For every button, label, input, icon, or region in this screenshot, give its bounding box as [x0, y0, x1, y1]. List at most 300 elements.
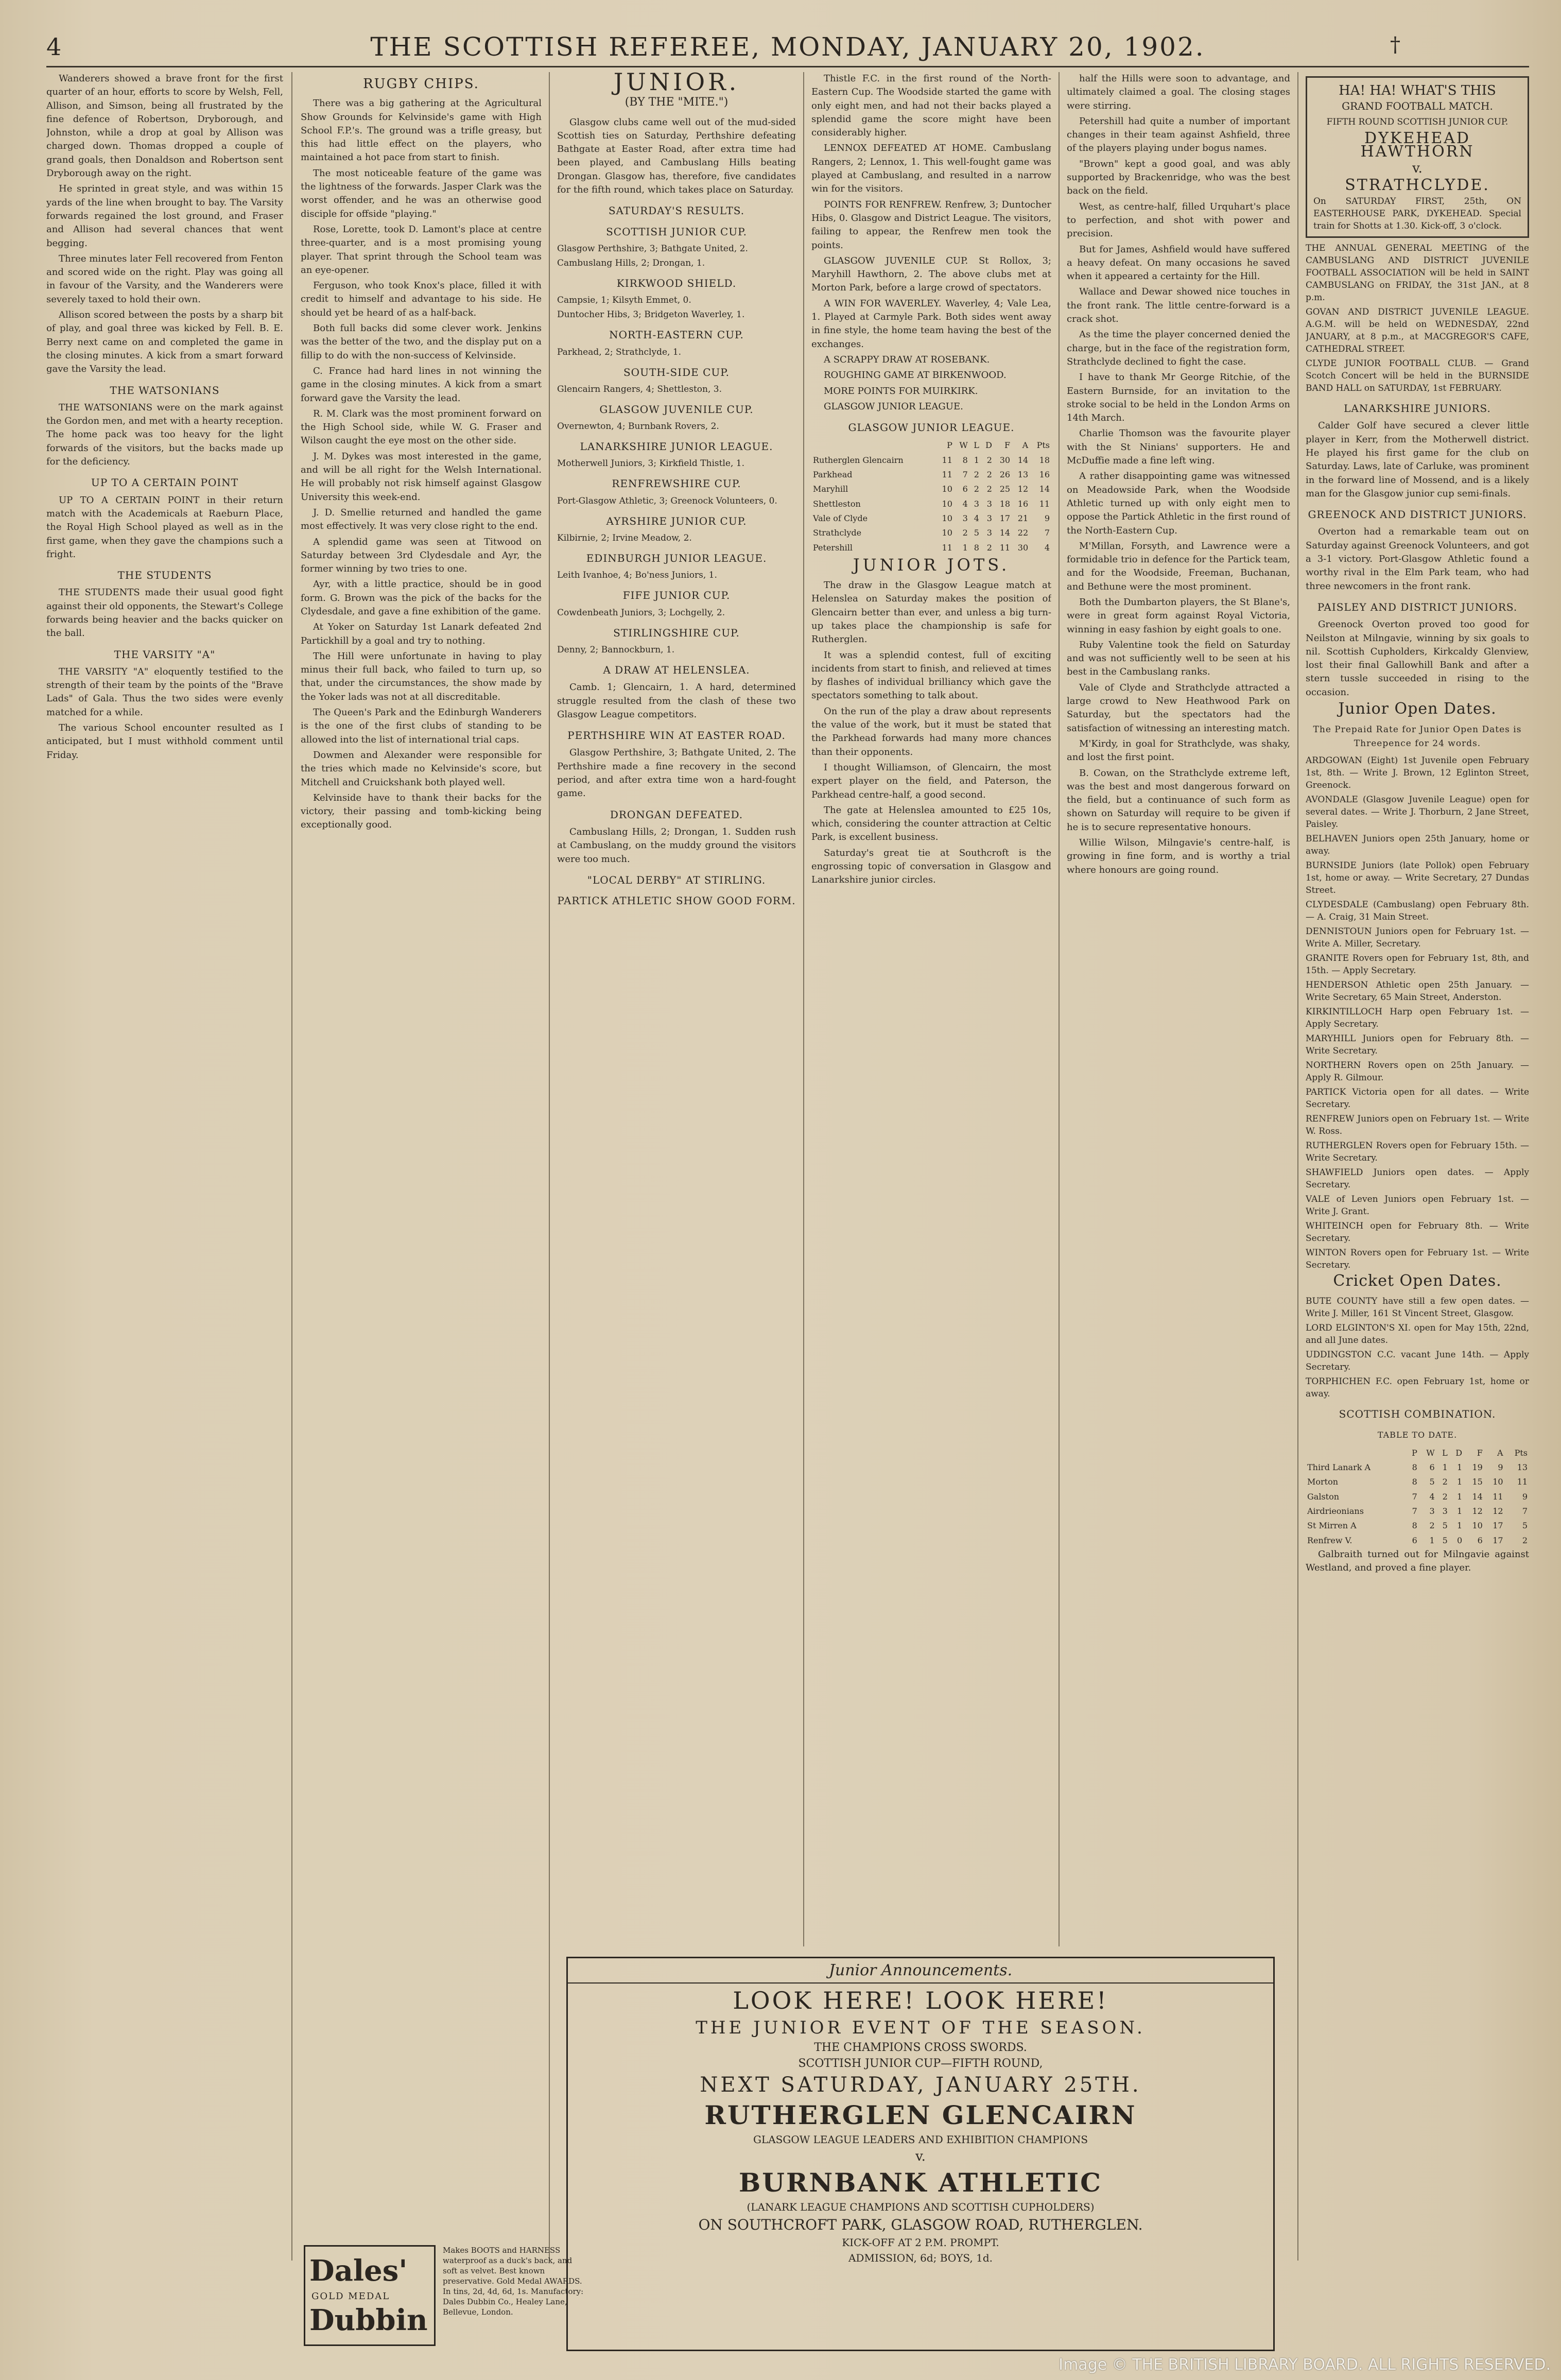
intro-paragraph: Glasgow clubs came well out of the mud-sided Scottish ties on Saturday, Perthshire defeating Bathgate at Easter Road, after extra time had been played, and Cambuslang Hills beating Drongan. Glasgow has, therefore, five candidates for the fifth round, which takes place on Saturday.: [557, 116, 796, 196]
draw-heading: A DRAW AT HELENSLEA.: [603, 663, 750, 676]
competition-heading: RENFREWSHIRE CUP.: [612, 477, 741, 490]
table-value: 8: [1412, 1462, 1417, 1473]
article-paragraph: As the time the player concerned denied the charge, but in the face of the registration form, Strathclyde declined to fight the case.: [1067, 329, 1290, 367]
article-paragraph: He sprinted in great style, and was within 15 yards of the line when brought to bay. The Varsity forwards regained the lost ground, and Fraser and Allison had several chances that went begging.: [46, 183, 283, 249]
article-paragraph: Ayr, with a little practice, should be in good form. G. Brown was the pick of the backs for the Clydesdale, and gave a fine exhibition of the game.: [301, 579, 542, 617]
article-paragraph: J. M. Dykes was most interested in the game, and will be all right for the Welsh International. He will probably not risk himself against Glasgow University this week-end.: [301, 451, 542, 503]
dubbin-advertisement: [304, 2245, 592, 2353]
article-paragraph: THE STUDENTS made their usual good fight against their old opponents, the Stewart's College forwards being heavier and the backs quicker on the ball.: [46, 587, 283, 639]
table-value: 9: [1522, 1491, 1528, 1502]
club-name: Rutherglen Glencairn: [813, 455, 904, 465]
section-heading: RUGBY CHIPS.: [363, 76, 479, 92]
table-value: 10: [942, 484, 952, 494]
table-value: 1: [962, 542, 968, 553]
column-divider: [1059, 72, 1060, 1946]
copyright-footer: Image © THE BRITISH LIBRARY BOARD. ALL RIGHTS RESERVED.: [1059, 2356, 1551, 2374]
table-value: 12: [1472, 1506, 1483, 1516]
table-value: 6: [1477, 1535, 1483, 1545]
article-paragraph: M'Kirdy, in goal for Strathclyde, was shaky, and lost the first point.: [1067, 738, 1290, 763]
table-value: 10: [1472, 1521, 1483, 1531]
result-line: Kilbirnie, 2; Irvine Meadow, 2.: [557, 533, 692, 544]
table-value: 10: [942, 528, 952, 538]
table-value: 2: [1442, 1477, 1448, 1487]
table-value: 13: [1017, 470, 1029, 480]
table-value: 1: [1442, 1462, 1448, 1473]
dubbin-product: Dubbin: [309, 2303, 428, 2337]
dubbin-brand: Dales': [309, 2254, 408, 2288]
jotting-paragraph: I thought Williamson, of Glencairn, the most expert player on the field, and Paterson, the Parkhead centre-half, a good second.: [811, 762, 1051, 800]
table-value: 4: [1044, 542, 1050, 553]
table-value: 2: [974, 470, 979, 480]
cup-line: SCOTTISH JUNIOR CUP—FIFTH ROUND,: [798, 2057, 1043, 2070]
result-line: Glencairn Rangers, 4; Shettleston, 3.: [557, 384, 722, 394]
result-line: Port-Glasgow Athletic, 3; Greenock Volunteers, 0.: [557, 495, 777, 506]
combination-sub: TABLE TO DATE.: [1377, 1429, 1458, 1440]
table-value: 11: [1517, 1477, 1528, 1487]
table-value: 7: [1412, 1506, 1417, 1516]
match-report: A WIN FOR WAVERLEY. Waverley, 4; Vale Lea, 1. Played at Carmyle Park. Both sides went away in fine style, the home team having the best of the exchanges.: [811, 298, 1051, 350]
table-value: 3: [1442, 1506, 1448, 1516]
notice: THE ANNUAL GENERAL MEETING of the CAMBUSLANG AND DISTRICT JUVENILE FOOTBALL ASSOCIATION will be held in SAINT CAMBUSLANG on FRIDAY, the 31st JAN., at 8 p.m.: [1306, 243, 1529, 303]
table-row: [811, 511, 1051, 526]
article-paragraph: I have to thank Mr George Ritchie, of the Eastern Burnside, for an invitation to the stroke social to be held in the London Arms on 14th March.: [1067, 372, 1290, 424]
article-column-rugby-report: [46, 72, 283, 2348]
combination-title: SCOTTISH COMBINATION.: [1339, 1408, 1496, 1421]
jotting-paragraph: Saturday's great tie at Southcroft is the engrossing topic of conversation in Glasgow and Lanarkshire junior circles.: [811, 847, 1051, 886]
table-header-cell: [811, 438, 936, 453]
open-date-entry: KIRKINTILLOCH Harp open February 1st. — Apply Secretary.: [1306, 1006, 1529, 1029]
table-value: 1: [1456, 1477, 1463, 1487]
competition-heading: AYRSHIRE JUNIOR CUP.: [606, 514, 747, 527]
table-value: 7: [1412, 1491, 1417, 1502]
article-paragraph: Kelvinside have to thank their backs for the victory, their passing and tomb-kicking being exceptionally good.: [301, 792, 542, 831]
article-paragraph: But for James, Ashfield would have suffered a heavy defeat. On many occasions he saved when it appeared a certainty for the Hill.: [1067, 244, 1290, 282]
table-row: [811, 453, 1051, 468]
open-date-entry: ARDGOWAN (Eight) 1st Juvenile open February 1st, 8th. — Write J. Brown, 12 Eglinton Street, Greenock.: [1306, 755, 1529, 790]
notices-column: [1306, 72, 1529, 2348]
table-row: [1306, 1460, 1529, 1475]
table-value: 2: [962, 528, 968, 538]
sub-heading: THE WATSONIANS: [110, 384, 220, 396]
table-header-cell: D: [1455, 1447, 1463, 1458]
table-header-cell: L: [1442, 1447, 1448, 1458]
table-header-cell: P: [1412, 1447, 1417, 1458]
venue-line: ON SOUTHCROFT PARK, GLASGOW ROAD, RUTHERGLEN.: [698, 2216, 1143, 2233]
table-value: 10: [1493, 1477, 1503, 1487]
table-value: 18: [1039, 455, 1050, 465]
table-value: 3: [1429, 1506, 1435, 1516]
table-value: 7: [1044, 528, 1050, 538]
table-value: 1: [1456, 1521, 1463, 1531]
club-name: Strathclyde: [813, 528, 862, 538]
competition-heading: NORTH-EASTERN CUP.: [609, 329, 744, 341]
table-value: 4: [974, 513, 979, 523]
table-value: 16: [1039, 470, 1050, 480]
table-value: 4: [1429, 1491, 1435, 1502]
article-paragraph: The Hill were unfortunate in having to play minus their full back, who failed to turn up, so that, under the circumstances, the show made by the Yoker lads was not at all discreditable.: [301, 650, 542, 702]
article-column-rugby-chips: [301, 72, 542, 2230]
jotting-paragraph: It was a splendid contest, full of exciting incidents from start to finish, and relieved at times by flashes of individual brilliancy which gave the spectators something to talk about.: [811, 649, 1051, 701]
article-paragraph: half the Hills were soon to advantage, and ultimately claimed a goal. The closing stages were stirring.: [1067, 73, 1290, 111]
article-paragraph: The most noticeable feature of the game was the lightness of the forwards. Jasper Clark was the worst offender, and he was an otherwise good disciple for offside "playing.": [301, 167, 542, 219]
article-paragraph: A rather disappointing game was witnessed on Meadowside Park, when the Woodside Athletic turned up with only eight men to oppose the Partick Athletic in the first round of the North-Eastern Cup.: [1067, 471, 1290, 536]
district-heading: GREENOCK AND DISTRICT JUNIORS.: [1308, 508, 1527, 521]
table-value: 14: [1017, 455, 1029, 465]
result-line: Denny, 2; Bannockburn, 1.: [557, 644, 675, 655]
article-paragraph: THE WATSONIANS were on the mark against the Gordon men, and met with a hearty reception. The home pack was too heavy for the light forwards of the visitors, but the backs made up for the deficiency.: [46, 402, 283, 468]
article-paragraph: There was a big gathering at the Agricultural Show Grounds for Kelvinside's game with High School F.P.'s. The ground was a trifle greasy, but this had little effect on the players, who maintained a hot pace from start to finish.: [301, 98, 542, 163]
club-name: Maryhill: [813, 484, 848, 494]
article-paragraph: The various School encounter resulted as I anticipated, but I must withhold comment until Friday.: [46, 722, 283, 761]
table-value: 30: [999, 455, 1011, 465]
article-paragraph: At Yoker on Saturday 1st Lanark defeated 2nd Partickhill by a goal and try to nothing.: [301, 622, 542, 646]
jotting-paragraph: The gate at Helenslea amounted to £25 10s, which, considering the counter attraction at Celtic Park, is excellent business.: [811, 804, 1051, 843]
article-paragraph: The Queen's Park and the Edinburgh Wanderers is the one of the first clubs of standing to be allowed into the list of international trial caps.: [301, 707, 542, 745]
competition-heading: EDINBURGH JUNIOR LEAGUE.: [586, 552, 767, 565]
page-title: THE SCOTTISH REFEREE, MONDAY, JANUARY 20, 1902.: [370, 32, 1205, 62]
district-heading: LANARKSHIRE JUNIORS.: [1344, 402, 1491, 415]
match-report: Glasgow Perthshire, 3; Bathgate United, 2. The Perthshire made a fine recovery in the second period, and after extra time won a hard-fought game.: [557, 747, 796, 799]
cricket-entry: LORD ELGINTON'S XI. open for May 15th, 22nd, and all June dates.: [1306, 1323, 1529, 1346]
cricket-entry: BUTE COUNTY have still a few open dates. — Write J. Miller, 161 St Vincent Street, Glasgow.: [1306, 1296, 1529, 1319]
table-value: 5: [1522, 1521, 1528, 1531]
closing-note: Galbraith turned out for Milngavie against Westland, and proved a fine player.: [1306, 1548, 1529, 1574]
announcements-header: Junior Announcements.: [568, 1961, 1273, 1984]
table-value: 2: [974, 484, 979, 494]
results-heading: SATURDAY'S RESULTS.: [608, 204, 745, 217]
competition-heading: SCOTTISH JUNIOR CUP.: [606, 225, 747, 238]
cricket-entry: TORPHICHEN F.C. open February 1st, home or away.: [1306, 1376, 1529, 1400]
table-value: 1: [974, 455, 979, 465]
masthead-mark: †: [1390, 33, 1400, 57]
table-row: [1306, 1533, 1529, 1548]
table-row: [811, 468, 1051, 482]
table-header-cell: P: [947, 440, 952, 451]
junior-announcements: [566, 1957, 1275, 2351]
article-paragraph: THE VARSITY "A" eloquently testified to the strength of their team by the points of the "Brave Lads" of Gala. Thus the two sides were evenly matched for a while.: [46, 666, 283, 718]
article-paragraph: C. France had hard lines in not winning the game in the closing minutes. A kick from a smart forward gave the Varsity the lead.: [301, 365, 542, 404]
article-paragraph: Three minutes later Fell recovered from Fenton and scored wide on the right. Play was going all in favour of the Varsity, and the Wanderers were severely taxed to hold their own.: [46, 253, 283, 305]
article-paragraph: Allison scored between the posts by a sharp bit of play, and goal three was kicked by Fell. B. E. Berry next came on and completed the game in the closing minutes. A kick from a smart forward gave the Varsity the lead.: [46, 309, 283, 375]
match-heading: "LOCAL DERBY" AT STIRLING.: [587, 873, 766, 886]
article-column-junior-notes: [1067, 72, 1290, 1946]
match-report: MORE POINTS FOR MUIRKIRK.: [824, 385, 978, 396]
column-divider: [803, 72, 804, 1946]
table-value: 14: [1472, 1491, 1483, 1502]
article-paragraph: UP TO A CERTAIN POINT in their return match with the Academicals at Raeburn Place, the Royal High School played as well as in the first game, when they gave the champions such a fright.: [46, 494, 283, 560]
league-table-title: GLASGOW JUNIOR LEAGUE.: [848, 421, 1015, 434]
dubbin-copy: Makes BOOTS and HARNESS waterproof as a duck's back, and soft as velvet. Best known preservative. Gold Medal AWARDS. In tins, 2d, 4d, 6d, 1s. Manufactory: Dales Dubbin Co., Healey Lane, Bellevue, London.: [443, 2246, 584, 2317]
table-row: [811, 497, 1051, 511]
article-paragraph: Both full backs did some clever work. Jenkins was the better of the two, and the display put on a fillip to do with the non-success of Kelvinside.: [301, 323, 542, 361]
table-value: 11: [1039, 498, 1050, 509]
open-date-entry: RUTHERGLEN Rovers open for February 15th. — Write Secretary.: [1306, 1140, 1529, 1163]
jotting-paragraph: The draw in the Glasgow League match at Helenslea on Saturday makes the position of Glencairn better than ever, and unless a big turn-up takes place the championship is safe for Rutherglen.: [811, 580, 1051, 645]
table-value: 10: [942, 513, 952, 523]
ad-team-away: STRATHCLYDE.: [1345, 176, 1490, 194]
competition-heading: LANARKSHIRE JUNIOR LEAGUE.: [580, 440, 773, 453]
table-header-cell: D: [985, 440, 992, 451]
notice: CLYDE JUNIOR FOOTBALL CLUB. — Grand Scotch Concert will be held in the BURNSIDE BAND HALL on SATURDAY, 1st FEBRUARY.: [1306, 358, 1529, 394]
table-value: 19: [1472, 1462, 1483, 1473]
glencairn-sub: GLASGOW LEAGUE LEADERS AND EXHIBITION CHAMPIONS: [753, 2133, 1088, 2146]
article-paragraph: Dowmen and Alexander were responsible for the tries which made no Kelvinside's score, but Mitchell and Cruickshank both played well.: [301, 749, 542, 788]
open-date-entry: HENDERSON Athletic open 25th January. — Write Secretary, 65 Main Street, Anderston.: [1306, 979, 1529, 1003]
open-date-entry: SHAWFIELD Juniors open dates. — Apply Secretary.: [1306, 1167, 1529, 1190]
dubbin-medal: GOLD MEDAL: [311, 2291, 390, 2302]
result-line: Glasgow Perthshire, 3; Bathgate United, 2.: [557, 243, 748, 254]
club-name: St Mirren A: [1307, 1521, 1357, 1531]
ad-headline: HA! HA! WHAT'S THIS: [1339, 83, 1496, 98]
table-value: 18: [999, 498, 1011, 509]
table-header-cell: L: [974, 440, 979, 451]
open-date-entry: CLYDESDALE (Cambuslang) open February 8th. — A. Craig, 31 Main Street.: [1306, 899, 1529, 922]
table-value: 3: [986, 513, 992, 523]
table-row: [1306, 1475, 1529, 1489]
table-value: 8: [1412, 1521, 1417, 1531]
open-dates-title: Junior Open Dates.: [1338, 700, 1497, 718]
date-line: NEXT SATURDAY, JANUARY 25TH.: [700, 2073, 1141, 2097]
table-value: 5: [974, 528, 979, 538]
sub-heading: UP TO A CERTAIN POINT: [91, 476, 239, 489]
table-value: 11: [999, 542, 1011, 553]
byline: (BY THE "MITE."): [625, 96, 729, 109]
table-value: 14: [1039, 484, 1050, 494]
ad-details: On SATURDAY FIRST, 25th, ON EASTERHOUSE PARK, DYKEHEAD. Special train for Shotts at 1.30. Kick-off, 3 o'clock.: [1313, 196, 1521, 232]
table-value: 2: [986, 455, 992, 465]
team-burnbank: BURNBANK ATHLETIC: [739, 2167, 1102, 2198]
match-report: Camb. 1; Glencairn, 1. A hard, determined struggle resulted from the clash of these two Glasgow League competitors.: [557, 682, 796, 720]
table-value: 10: [942, 498, 952, 509]
match-report: GLASGOW JUVENILE CUP. St Rollox, 3; Maryhill Hawthorn, 2. The above clubs met at Morton Park, before a large crowd of spectators.: [811, 255, 1051, 294]
district-report: Greenock Overton proved too good for Neilston at Milngavie, winning by six goals to nil. Scottish Cupholders, Kirkcaldy Glenview, lost their final Gallowhill Bank and after a stern tussle succeeded in rising to the occasion.: [1306, 619, 1529, 698]
open-date-entry: BELHAVEN Juniors open 25th January, home or away.: [1306, 833, 1529, 856]
table-value: 12: [1017, 484, 1029, 494]
club-name: Galston: [1307, 1491, 1340, 1502]
admission-line: ADMISSION, 6d; BOYS, 1d.: [848, 2252, 993, 2264]
article-paragraph: Ferguson, who took Knox's place, filled it with credit to himself and advantage to his side. He should yet be heard of as a half-back.: [301, 280, 542, 318]
notice: GOVAN AND DISTRICT JUVENILE LEAGUE. A.G.M. will be held on WEDNESDAY, 22nd JANUARY, at 8 p.m., at MACGREGOR'S CAFE, CATHEDRAL STREET.: [1306, 307, 1529, 355]
article-paragraph: Vale of Clyde and Strathclyde attracted a large crowd to New Heathwood Park on Saturday, but the spectators had the satisfaction of witnessing an interesting match.: [1067, 682, 1290, 734]
table-value: 1: [1456, 1506, 1463, 1516]
league-table: [811, 438, 1051, 555]
event-line: THE JUNIOR EVENT OF THE SEASON.: [696, 2017, 1146, 2038]
column-divider: [1297, 72, 1298, 2261]
result-line: Motherwell Juniors, 3; Kirkfield Thistle, 1.: [557, 458, 744, 469]
article-paragraph: Charlie Thomson was the favourite player with the St Ninians' supporters. He and McDuffie made a fine left wing.: [1067, 428, 1290, 467]
column-divider: [549, 72, 550, 2261]
table-value: 17: [1493, 1521, 1503, 1531]
result-line: Duntocher Hibs, 3; Bridgeton Waverley, 1.: [557, 309, 745, 320]
junior-title: JUNIOR.: [613, 72, 740, 96]
cricket-title: Cricket Open Dates.: [1333, 1271, 1502, 1290]
table-value: 11: [1493, 1491, 1503, 1502]
open-date-entry: RENFREW Juniors open on February 1st. — Write W. Ross.: [1306, 1113, 1529, 1136]
ad-team-home: DYKEHEAD HAWTHORN: [1360, 129, 1475, 161]
article-paragraph: A splendid game was seen at Titwood on Saturday between 3rd Clydesdale and Ayr, the former winning by two tries to one.: [301, 536, 542, 575]
table-value: 8: [974, 542, 979, 553]
table-value: 2: [986, 542, 992, 553]
result-line: Leith Ivanhoe, 4; Bo'ness Juniors, 1.: [557, 570, 717, 581]
ad-round: FIFTH ROUND SCOTTISH JUNIOR CUP.: [1326, 116, 1508, 127]
competition-heading: FIFE JUNIOR CUP.: [622, 589, 731, 602]
table-header-cell: Pts: [1036, 440, 1050, 451]
ad-subline: GRAND FOOTBALL MATCH.: [1342, 100, 1493, 113]
result-line: Overnewton, 4; Burnbank Rovers, 2.: [557, 421, 719, 432]
combination-table: [1306, 1446, 1529, 1548]
table-value: 5: [1442, 1521, 1448, 1531]
table-header-cell: F: [1477, 1447, 1483, 1458]
table-row: [1306, 1490, 1529, 1504]
article-column-junior: [557, 72, 796, 1946]
table-row: [811, 482, 1051, 496]
table-header-cell: A: [1497, 1447, 1503, 1458]
table-value: 22: [1017, 528, 1029, 538]
article-paragraph: Ruby Valentine took the field on Saturday and was not sufficiently well to be seen at his best in the Cambuslang ranks.: [1067, 639, 1290, 678]
competition-heading: SOUTH-SIDE CUP.: [623, 366, 730, 378]
article-paragraph: Petershill had quite a number of important changes in their team against Ashfield, three of the players playing under bogus names.: [1067, 115, 1290, 154]
table-value: 26: [999, 470, 1011, 480]
table-value: 6: [1412, 1535, 1417, 1545]
club-name: Renfrew V.: [1307, 1535, 1352, 1545]
match-report: Cambuslang Hills, 2; Drongan, 1. Sudden rush at Cambuslang, on the muddy ground the visitors were too much.: [557, 826, 796, 865]
jotting-paragraph: On the run of the play a draw about represents the value of the work, but it must be stated that the Parkhead forwards had many more chances than their opponents.: [811, 705, 1051, 757]
club-name: Third Lanark A: [1307, 1462, 1371, 1473]
open-date-entry: BURNSIDE Juniors (late Pollok) open February 1st, home or away. — Write Secretary, 27 Dundas Street.: [1306, 860, 1529, 895]
sub-heading: THE STUDENTS: [117, 569, 212, 582]
table-value: 14: [999, 528, 1011, 538]
article-paragraph: R. M. Clark was the most prominent forward on the High School side, while W. G. Fraser and Wilson caught the eye most on the other side.: [301, 408, 542, 446]
article-column-junior-continued: [811, 72, 1051, 1946]
versus: v.: [915, 2149, 926, 2164]
table-value: 3: [986, 498, 992, 509]
table-value: 11: [942, 542, 952, 553]
jottings-title: JUNIOR JOTS.: [853, 555, 1010, 575]
open-date-entry: WHITEINCH open for February 8th. — Write Secretary.: [1306, 1220, 1529, 1244]
district-report: Overton had a remarkable team out on Saturday against Greenock Volunteers, and got a 3-1 victory. Port-Glasgow Athletic found a worthy rival in the Elm Park team, who had three newcomers in the front rank.: [1306, 526, 1529, 592]
ad-versus: v.: [1412, 161, 1423, 177]
table-value: 6: [1429, 1462, 1435, 1473]
masthead-rule: [46, 66, 1529, 67]
table-header-cell: W: [959, 440, 968, 451]
open-date-entry: GRANITE Rovers open for February 1st, 8th, and 15th. — Apply Secretary.: [1306, 953, 1529, 976]
page-number: 4: [46, 33, 62, 61]
table-value: 9: [1044, 513, 1050, 523]
club-name: Vale of Clyde: [813, 513, 868, 523]
article-paragraph: J. D. Smellie returned and handled the game most effectively. It was very close right to the end.: [301, 507, 542, 532]
table-header-cell: [1306, 1446, 1406, 1460]
article-paragraph: Both the Dumbarton players, the St Blane's, were in great form against Royal Victoria, winning in easy fashion by eight goals to one.: [1067, 596, 1290, 635]
table-row: [1306, 1519, 1529, 1533]
table-value: 7: [962, 470, 968, 480]
table-row: [811, 526, 1051, 540]
table-value: 16: [1017, 498, 1029, 509]
table-value: 17: [1493, 1535, 1503, 1545]
result-line: Campsie, 1; Kilsyth Emmet, 0.: [557, 295, 691, 306]
table-value: 4: [962, 498, 968, 509]
table-value: 12: [1493, 1506, 1503, 1516]
table-value: 17: [999, 513, 1011, 523]
kickoff-line: KICK-OFF AT 2 P.M. PROMPT.: [842, 2236, 999, 2249]
open-date-entry: AVONDALE (Glasgow Juvenile League) open for several dates. — Write J. Thorburn, 2 Jane Street, Paisley.: [1306, 794, 1529, 830]
column-divider: [291, 72, 292, 2261]
match-report: Thistle F.C. in the first round of the North-Eastern Cup. The Woodside started the game with only eight men, and had not their backs played a splendid game the score might have been considerably higher.: [811, 73, 1051, 139]
table-header-cell: F: [1004, 440, 1011, 451]
open-date-entry: WINTON Rovers open for February 1st. — Write Secretary.: [1306, 1247, 1529, 1270]
competition-heading: GLASGOW JUVENILE CUP.: [599, 403, 754, 416]
table-value: 1: [1456, 1491, 1463, 1502]
table-value: 11: [942, 470, 952, 480]
table-value: 2: [986, 484, 992, 494]
table-value: 8: [1412, 1477, 1417, 1487]
table-value: 3: [974, 498, 979, 509]
open-dates-rate: The Prepaid Rate for Junior Open Dates is Threepence for 24 words.: [1313, 725, 1522, 749]
dykehead-advertisement: [1306, 76, 1529, 238]
match-heading: DRONGAN DEFEATED.: [610, 808, 743, 821]
article-paragraph: West, as centre-half, filled Urquhart's place to perfection, and shot with power and precision.: [1067, 201, 1290, 239]
table-value: 25: [999, 484, 1011, 494]
result-line: Cambuslang Hills, 2; Drongan, 1.: [557, 257, 705, 268]
article-paragraph: Rose, Lorette, took D. Lamont's place at centre three-quarter, and is a most promising young player. That sprint through the School team was an eye-opener.: [301, 223, 542, 275]
table-value: 2: [986, 470, 992, 480]
match-heading: PARTICK ATHLETIC SHOW GOOD FORM.: [557, 894, 796, 907]
table-value: 30: [1017, 542, 1029, 553]
match-report: LENNOX DEFEATED AT HOME. Cambuslang Rangers, 2; Lennox, 1. This well-fought game was played at Cambuslang, and resulted in a narrow win for the visitors.: [811, 143, 1051, 195]
article-paragraph: Wallace and Dewar showed nice touches in the front rank. The little centre-forward is a crack shot.: [1067, 286, 1290, 325]
article-paragraph: Wanderers showed a brave front for the first quarter of an hour, efforts to score by Welsh, Fell, Allison, and Simson, being all frustrated by the fine defence of Robertson, Dryborough, and Johnston, while a drop at goal by Allison was charged down. Thomas dropped a couple of grand goals, then Donaldson and Robertson sent Dryborough away on the right.: [46, 73, 283, 179]
table-value: 11: [942, 455, 952, 465]
article-paragraph: Willie Wilson, Milngavie's centre-half, is growing in fine form, and is worthy a trial where honours are going round.: [1067, 837, 1290, 875]
match-report: ROUGHING GAME AT BIRKENWOOD.: [824, 370, 1007, 381]
table-row: [1306, 1504, 1529, 1519]
article-paragraph: "Brown" kept a good goal, and was ably supported by Brackenridge, who was the best back on the field.: [1067, 158, 1290, 197]
result-line: Cowdenbeath Juniors, 3; Lochgelly, 2.: [557, 607, 725, 618]
open-date-entry: VALE of Leven Juniors open February 1st. — Write J. Grant.: [1306, 1194, 1529, 1217]
table-value: 1: [1429, 1535, 1435, 1545]
masthead: [46, 32, 1529, 63]
district-report: Calder Golf have secured a clever little player in Kerr, from the Motherwell district. He played his first game for the club on Saturday. Laws, late of Carluke, was prominent in the forward line of Mossend, and is a likely man for the Glasgow junior cup semi-finals.: [1306, 420, 1529, 499]
club-name: Morton: [1307, 1477, 1339, 1487]
table-value: 15: [1472, 1477, 1483, 1487]
article-paragraph: B. Cowan, on the Strathclyde extreme left, was the best and most dangerous forward on the field, but a continuance of such form as shown on Saturday will require to be given if he is to secure representative honours.: [1067, 767, 1290, 833]
table-value: 0: [1456, 1535, 1463, 1545]
table-value: 21: [1017, 513, 1029, 523]
look-here: LOOK HERE! LOOK HERE!: [733, 1987, 1108, 2014]
club-name: Shettleston: [813, 498, 861, 509]
table-value: 7: [1522, 1506, 1528, 1516]
club-name: Petershill: [813, 542, 853, 553]
table-value: 2: [1442, 1491, 1448, 1502]
table-value: 3: [986, 528, 992, 538]
burnbank-sub: (LANARK LEAGUE CHAMPIONS AND SCOTTISH CUPHOLDERS): [747, 2201, 1095, 2213]
district-heading: PAISLEY AND DISTRICT JUNIORS.: [1317, 600, 1518, 613]
table-value: 2: [1522, 1535, 1528, 1545]
table-row: [811, 541, 1051, 555]
table-value: 5: [1429, 1477, 1435, 1487]
table-header-cell: Pts: [1514, 1447, 1528, 1458]
match-heading: PERTHSHIRE WIN AT EASTER ROAD.: [567, 729, 786, 742]
open-date-entry: DENNISTOUN Juniors open for February 1st. — Write A. Miller, Secretary.: [1306, 926, 1529, 949]
table-value: 1: [1456, 1462, 1463, 1473]
table-value: 8: [962, 455, 968, 465]
club-name: Parkhead: [813, 470, 853, 480]
cricket-entry: UDDINGSTON C.C. vacant June 14th. — Apply Secretary.: [1306, 1350, 1529, 1373]
team-glencairn: RUTHERGLEN GLENCAIRN: [704, 2100, 1137, 2130]
sub-heading: THE VARSITY "A": [114, 648, 216, 661]
table-value: 13: [1517, 1462, 1528, 1473]
open-date-entry: NORTHERN Rovers open on 25th January. — Apply R. Gilmour.: [1306, 1060, 1529, 1083]
swords-line: THE CHAMPIONS CROSS SWORDS.: [814, 2041, 1027, 2054]
